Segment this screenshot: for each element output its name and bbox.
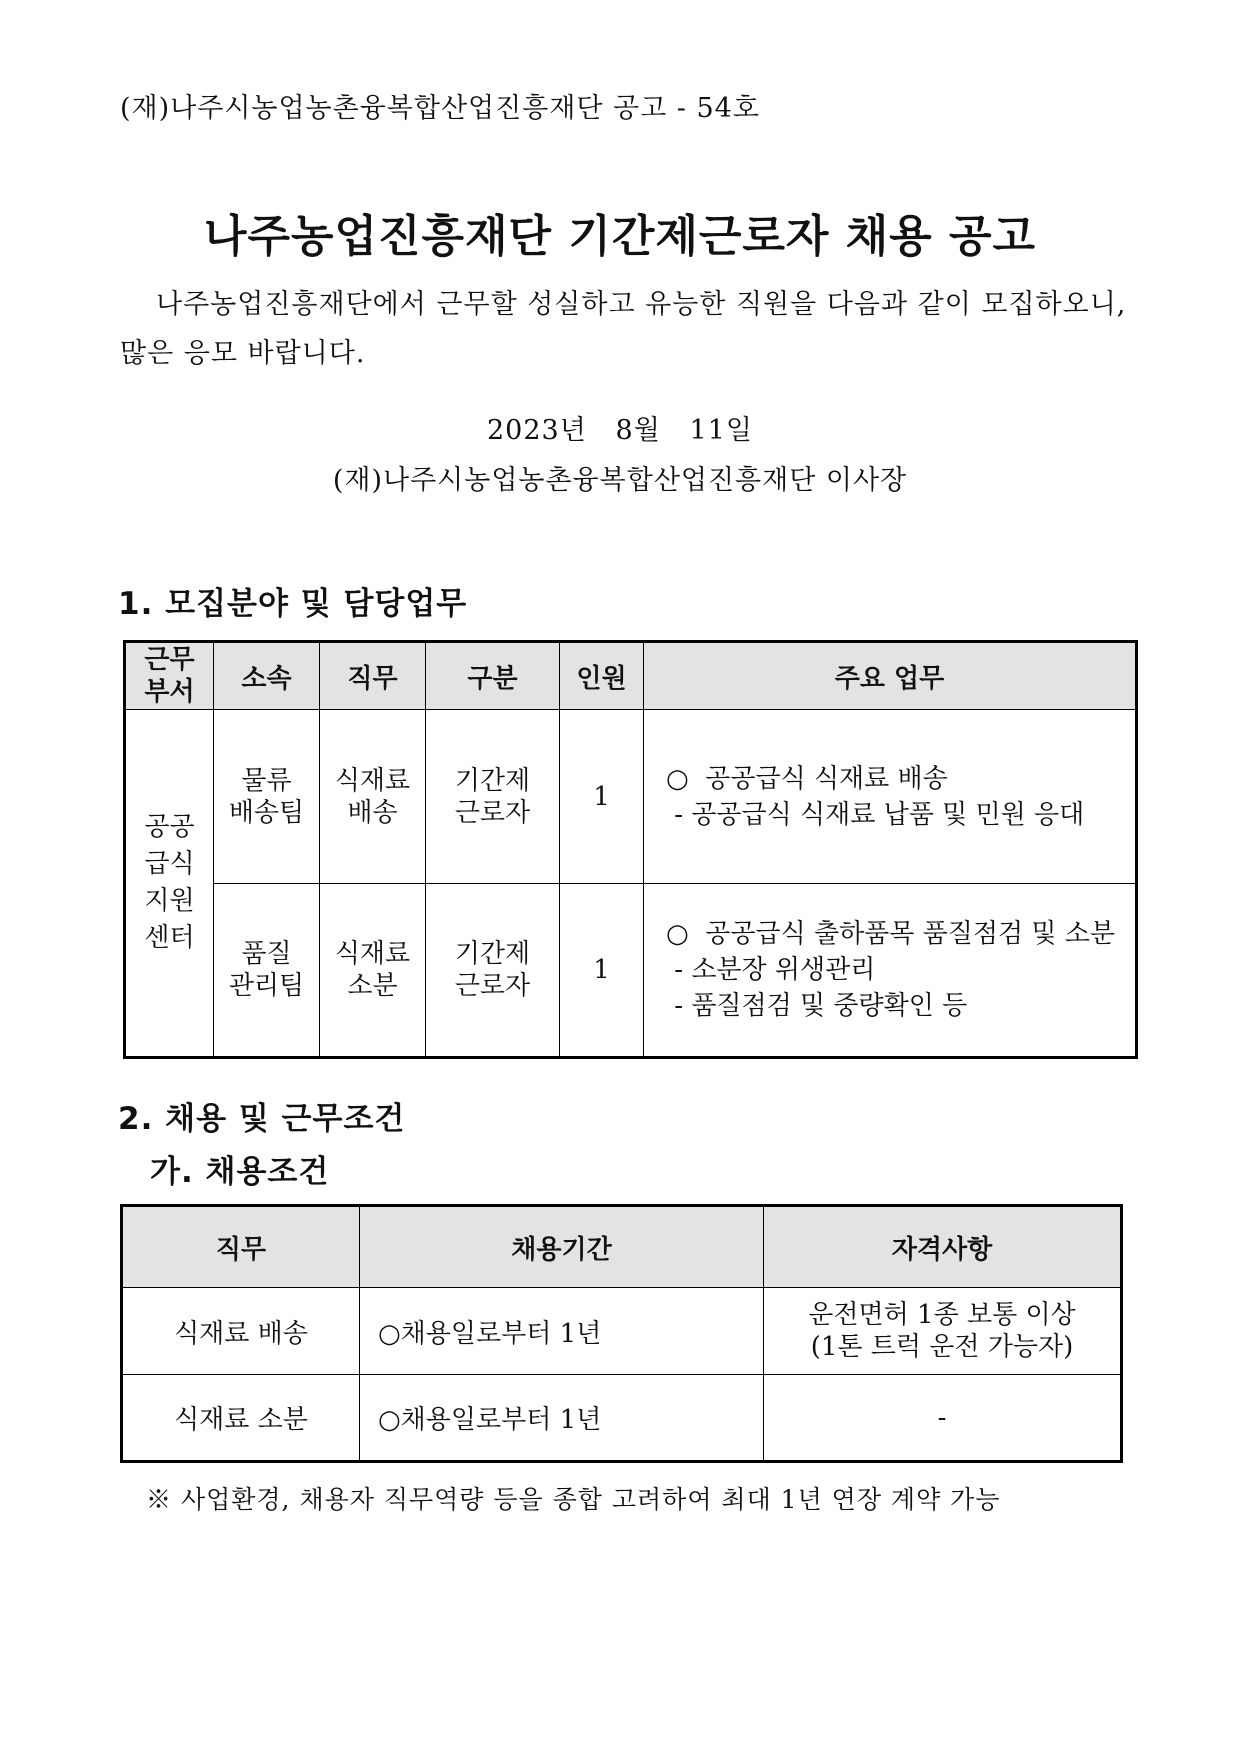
notice-number: (재)나주시농업농촌융복합산업진흥재단 공고 - 54호 bbox=[120, 93, 760, 124]
team-line: 품질 bbox=[241, 939, 292, 969]
team-line: 배송팀 bbox=[228, 797, 305, 828]
table-row bbox=[122, 1375, 1122, 1462]
duty-line: ○ 공공급식 식재료 배송 bbox=[666, 763, 948, 794]
header-type: 구분 bbox=[426, 642, 560, 710]
header-period: 채용기간 bbox=[360, 1206, 764, 1288]
conditions-table bbox=[120, 1204, 1123, 1463]
footnote: ※ 사업환경, 채용자 직무역량 등을 종합 고려하여 최대 1년 연장 계약 가능 bbox=[146, 1485, 1001, 1514]
header-dept-line2: 부서 bbox=[144, 677, 195, 707]
table-header-row bbox=[125, 642, 1137, 710]
issuer: (재)나주시농업농촌융복합산업진흥재단 이사장 bbox=[332, 465, 908, 496]
table-row bbox=[125, 884, 1137, 1058]
section-2-heading: 2. 채용 및 근무조건 bbox=[118, 1101, 406, 1137]
type-cell bbox=[426, 884, 560, 1058]
type-line: 근로자 bbox=[454, 971, 531, 1001]
type-line: 기간제 bbox=[454, 939, 531, 969]
table-row bbox=[122, 1288, 1122, 1375]
qualification-line: (1톤 트럭 운전 가능자) bbox=[810, 1332, 1074, 1362]
job-line: 소분 bbox=[347, 971, 398, 1001]
job-line: 배송 bbox=[347, 797, 398, 828]
header-job: 직무 bbox=[122, 1206, 360, 1288]
intro-paragraph bbox=[120, 280, 1127, 378]
duty-line: - 소분장 위생관리 bbox=[666, 955, 876, 985]
qualification-cell bbox=[764, 1288, 1122, 1375]
duty-line: - 공공급식 식재료 납품 및 민원 응대 bbox=[666, 799, 1085, 830]
team-cell bbox=[214, 884, 320, 1058]
dept-line: 지원 bbox=[144, 886, 195, 916]
duty-line: ○ 공공급식 출하품목 품질점검 및 소분 bbox=[666, 919, 1116, 949]
section-1-heading: 1. 모집분야 및 담당업무 bbox=[118, 586, 468, 622]
qualification-line: 운전면허 1종 보통 이상 bbox=[808, 1300, 1076, 1330]
table-header-row bbox=[122, 1206, 1122, 1288]
header-count: 인원 bbox=[560, 642, 644, 710]
page-title: 나주농업진흥재단 기간제근로자 채용 공고 bbox=[203, 211, 1037, 262]
team-line: 물류 bbox=[241, 765, 292, 796]
count-cell: 1 bbox=[560, 710, 644, 884]
notice-date: 2023년 8월 11일 bbox=[487, 415, 753, 446]
table-row bbox=[125, 710, 1137, 884]
team-cell bbox=[214, 710, 320, 884]
intro-line-2: 많은 응모 바랍니다. bbox=[120, 338, 366, 369]
qualification-cell: - bbox=[764, 1375, 1122, 1462]
dept-line: 급식 bbox=[144, 849, 195, 879]
duty-line: - 품질점검 및 중량확인 등 bbox=[666, 991, 968, 1021]
team-line: 관리팀 bbox=[228, 971, 305, 1001]
job-cell bbox=[320, 710, 426, 884]
dept-line: 공공 bbox=[144, 812, 195, 842]
header-qualification: 자격사항 bbox=[764, 1206, 1122, 1288]
job-cell bbox=[320, 884, 426, 1058]
header-team: 소속 bbox=[214, 642, 320, 710]
job-cell: 식재료 배송 bbox=[122, 1288, 360, 1375]
header-duties: 주요 업무 bbox=[644, 642, 1137, 710]
section-2a-heading: 가. 채용조건 bbox=[150, 1154, 330, 1190]
type-line: 기간제 bbox=[454, 765, 531, 796]
dept-cell bbox=[125, 710, 214, 1058]
header-dept bbox=[125, 642, 214, 710]
dept-line: 센터 bbox=[144, 923, 195, 953]
period-cell: ○채용일로부터 1년 bbox=[360, 1375, 764, 1462]
type-line: 근로자 bbox=[454, 797, 531, 828]
count-cell: 1 bbox=[560, 884, 644, 1058]
header-dept-line1: 근무 bbox=[144, 645, 195, 675]
type-cell bbox=[426, 710, 560, 884]
job-line: 식재료 bbox=[334, 765, 411, 796]
job-line: 식재료 bbox=[334, 939, 411, 969]
intro-line-1: 나주농업진흥재단에서 근무할 성실하고 유능한 직원을 다음과 같이 모집하오니, bbox=[156, 289, 1127, 320]
duties-cell bbox=[644, 884, 1137, 1058]
duties-cell bbox=[644, 710, 1137, 884]
job-cell: 식재료 소분 bbox=[122, 1375, 360, 1462]
recruitment-table bbox=[123, 640, 1138, 1059]
header-job: 직무 bbox=[320, 642, 426, 710]
period-cell: ○채용일로부터 1년 bbox=[360, 1288, 764, 1375]
